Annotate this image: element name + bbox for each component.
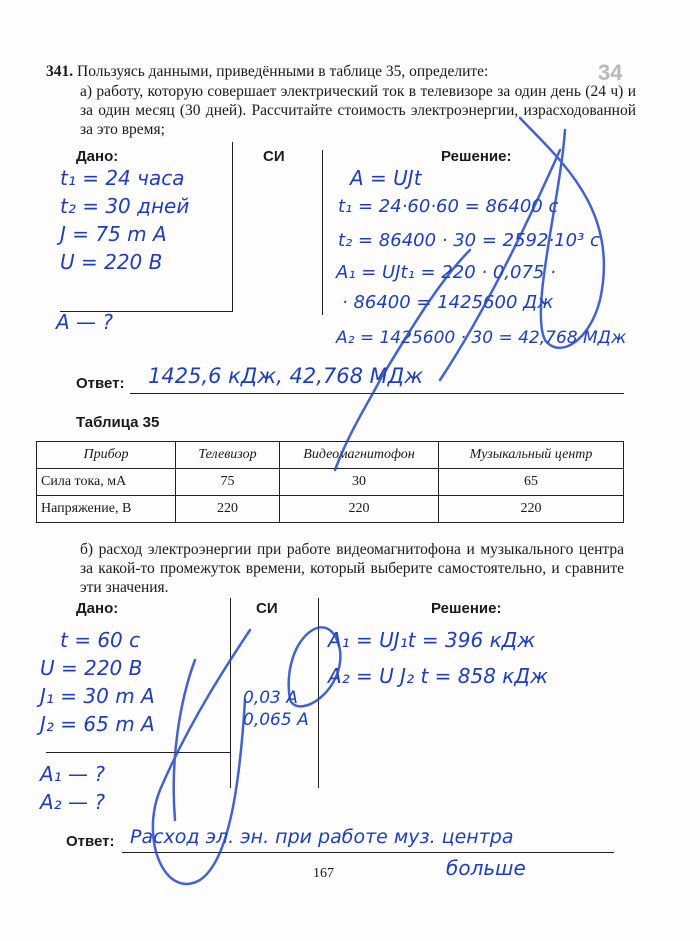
part-b-text: б) расход электроэнергии при работе видеомагнитофона и музыкального центра за какой-то промежуток времени, который выберите самостоятельно, и сравните эти значения.: [80, 541, 624, 596]
hw-si-b-1: 0,03 A: [243, 688, 298, 708]
solution-label-b: Решение:: [431, 600, 502, 617]
answer-label-b: Ответ:: [66, 833, 115, 850]
hw-given-b-1: t = 60 c: [60, 628, 141, 652]
table-cell: 30: [280, 469, 439, 496]
hw-given-b-6: A₂ — ?: [40, 790, 106, 814]
part-a-text: а) работу, которую совершает электрический ток в телевизоре за один день (24 ч) и за один месяц (30 дней). Рассчитайте стоимость электроэнергии, израсходованной за это время;: [80, 83, 636, 138]
hw-given-a-3: J = 75 m A: [60, 222, 167, 246]
solution-label-a: Решение:: [441, 148, 512, 165]
hw-answer-a: 1425,6 кДж, 42,768 МДж: [148, 364, 424, 388]
scribble-stroke-b3: [289, 627, 341, 706]
hw-solution-a-6: A₂ = 1425600 · 30 = 42,768 МДж: [336, 328, 627, 348]
table-header-cell: Прибор: [37, 442, 176, 469]
hw-given-b-2: U = 220 B: [40, 656, 143, 680]
si-label-b: СИ: [256, 600, 278, 617]
table-header-cell: Видеомагнитофон: [280, 442, 439, 469]
hw-solution-a-3: t₂ = 86400 · 30 = 2592·10³ c: [338, 230, 600, 251]
table-header-cell: Телевизор: [176, 442, 280, 469]
hw-given-a-5: A — ?: [56, 310, 114, 334]
given-label-a: Дано:: [76, 148, 119, 165]
si-label-a: СИ: [263, 148, 285, 165]
table-cell: 65: [439, 469, 624, 496]
table-cell: 75: [176, 469, 280, 496]
given-label-b: Дано:: [76, 600, 119, 617]
hw-solution-a-4: A₁ = UJt₁ = 220 · 0,075 ·: [336, 262, 556, 283]
table-cell: Сила тока, мА: [37, 469, 176, 496]
hw-answer-b-1: Расход эл. эн. при работе муз. центра: [130, 826, 514, 848]
scribble-stroke-a1: [520, 118, 604, 348]
table-cell: 220: [176, 496, 280, 523]
bleed-through-mark: 34: [598, 60, 623, 85]
hw-answer-b-2: больше: [446, 856, 526, 880]
hw-given-b-3: J₁ = 30 m A: [40, 684, 155, 708]
hw-given-a-1: t₁ = 24 часа: [60, 166, 185, 190]
scribble-stroke-a3: [440, 150, 560, 380]
hw-solution-a-2: t₁ = 24·60·60 = 86400 c: [338, 196, 559, 217]
table-cell: Напряжение, В: [37, 496, 176, 523]
hw-si-b-2: 0,065 A: [243, 710, 309, 730]
hw-solution-b-2: A₂ = U J₂ t = 858 кДж: [328, 664, 549, 688]
page-number: 167: [313, 866, 334, 881]
hw-given-b-4: J₂ = 65 m A: [40, 712, 155, 736]
hw-solution-b-1: A₁ = UJ₁t = 396 кДж: [328, 628, 536, 652]
scribble-stroke-a2: [335, 250, 470, 470]
table-header-cell: Музыкальный центр: [439, 442, 624, 469]
problem-number: 341.: [46, 63, 74, 80]
table-cell: 220: [280, 496, 439, 523]
answer-label-a: Ответ:: [76, 375, 125, 392]
hw-given-a-4: U = 220 B: [60, 250, 163, 274]
hw-solution-a-5: · 86400 = 1425600 Дж: [342, 292, 554, 313]
table-cell: 220: [439, 496, 624, 523]
problem-intro: Пользуясь данными, приведёнными в таблице 35, определите:: [77, 63, 489, 80]
hw-solution-a-1: A = UJt: [350, 166, 422, 190]
table-title: Таблица 35: [76, 414, 160, 431]
hw-given-b-5: A₁ — ?: [40, 762, 106, 786]
hw-given-a-2: t₂ = 30 дней: [60, 194, 190, 218]
scribble-stroke-b1: [153, 630, 250, 884]
